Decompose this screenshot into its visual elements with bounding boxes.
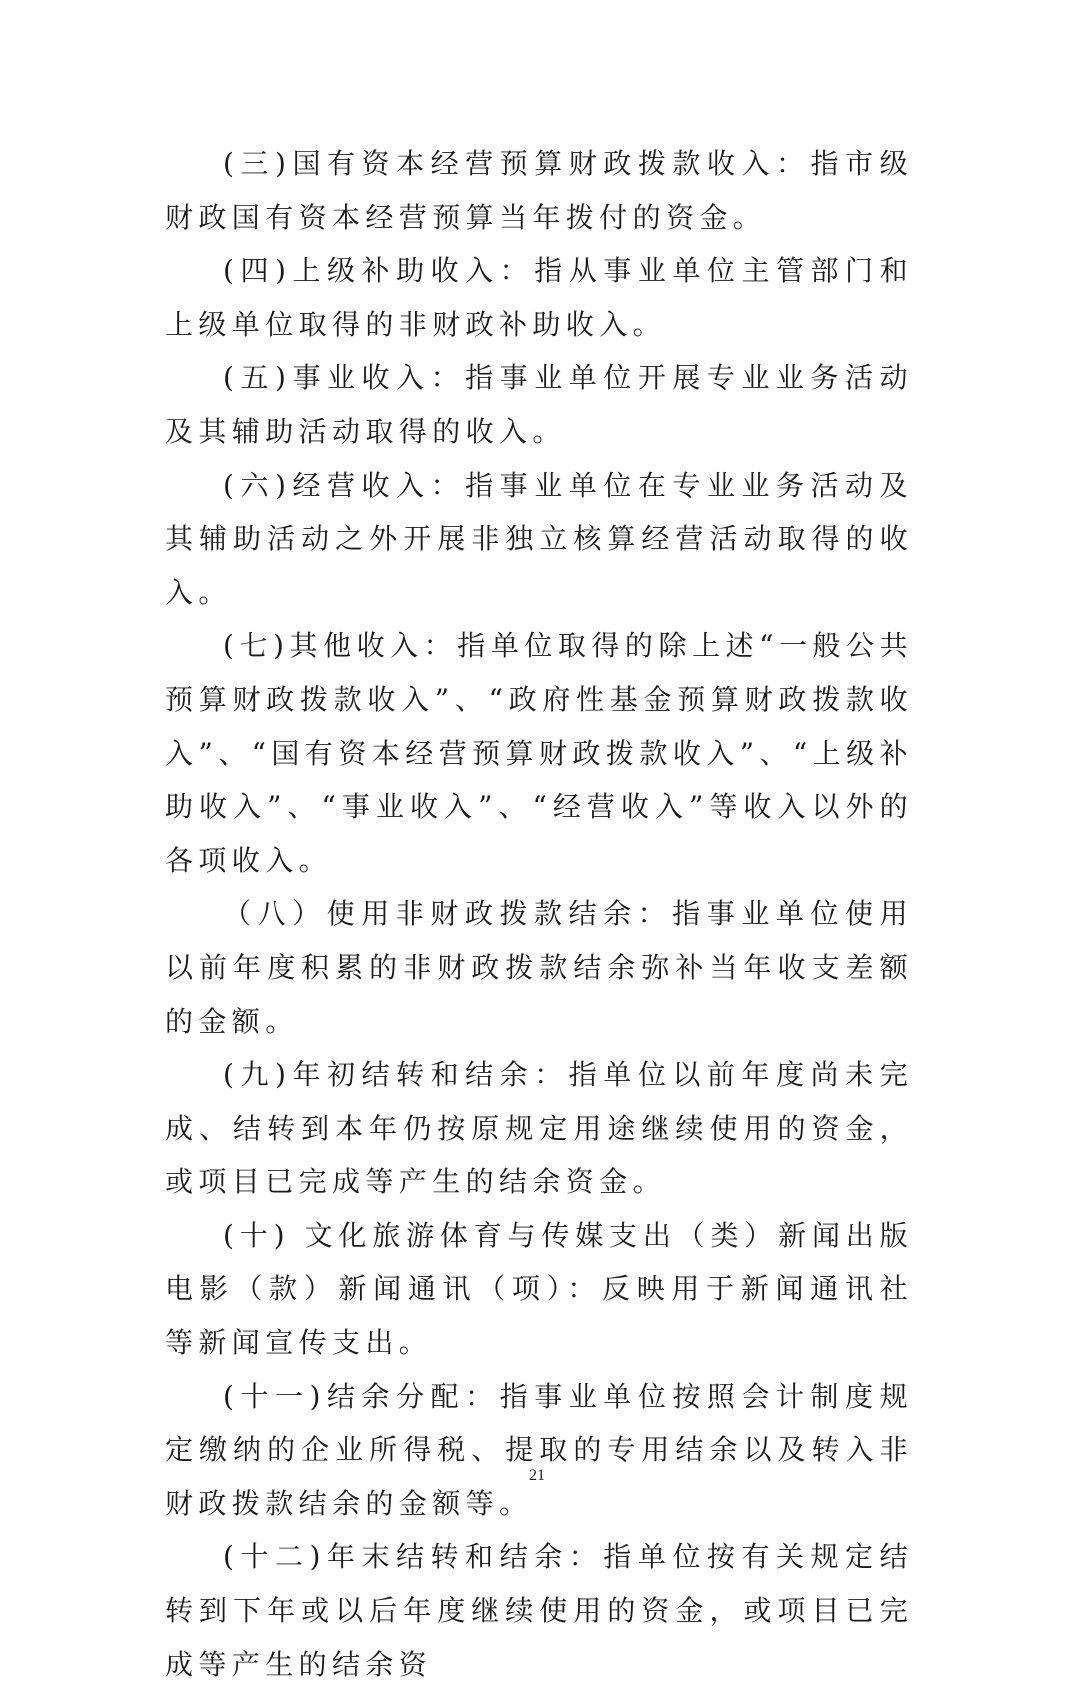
paragraph-text: (四)上级补助收入：指从事业单位主管部门和上级单位取得的非财政补助收入。 — [165, 254, 913, 341]
paragraph-8-non-fiscal-surplus-use — [165, 887, 913, 1048]
paragraph-11-surplus-distribution — [165, 1370, 913, 1531]
paragraph-3-state-capital-income — [165, 137, 913, 244]
paragraph-text: （八）使用非财政拨款结余：指事业单位使用以前年度积累的非财政拨款结余弥补当年收支差额的金额。 — [165, 897, 913, 1038]
paragraph-text: (九)年初结转和结余：指单位以前年度尚未完成、结转到本年仍按原规定用途继续使用的资金，或项目已完成等产生的结余资金。 — [165, 1058, 913, 1199]
paragraph-4-superior-subsidy-income — [165, 244, 913, 351]
paragraph-7-other-income — [165, 619, 913, 887]
paragraph-10-news-expenditure — [165, 1209, 913, 1370]
paragraph-6-operating-income — [165, 459, 913, 620]
paragraph-5-business-income — [165, 351, 913, 458]
paragraph-text: (十) 文化旅游体育与传媒支出（类）新闻出版电影（款）新闻通讯（项）：反映用于新闻通讯社等新闻宣传支出。 — [165, 1218, 913, 1360]
paragraph-text: (七)其他收入：指单位取得的除上述“一般公共预算财政拨款收入”、“政府性基金预算财政拨款收入”、“国有资本经营预算财政拨款收入”、“上级补助收入”、“事业收入”、“经营收入”等收入以外的各项收入。 — [165, 629, 913, 877]
paragraph-text: (五)事业收入：指事业单位开展专业业务活动及其辅助活动取得的收入。 — [165, 361, 913, 448]
page-number: 21 — [529, 1467, 545, 1484]
paragraph-12-year-end-carryover — [165, 1530, 913, 1691]
paragraph-text: (十二)年末结转和结余：指单位按有关规定结转到下年或以后年度继续使用的资金，或项目已完成等产生的结余资 — [165, 1540, 913, 1681]
paragraph-text: (六)经营收入：指事业单位在专业业务活动及其辅助活动之外开展非独立核算经营活动取得的收入。 — [165, 468, 913, 609]
body-text — [165, 137, 913, 1691]
paragraph-text: (三)国有资本经营预算财政拨款收入：指市级财政国有资本经营预算当年拨付的资金。 — [165, 147, 913, 234]
paragraph-9-beginning-carryover — [165, 1048, 913, 1209]
paragraph-text: (十一)结余分配：指事业单位按照会计制度规定缴纳的企业所得税、提取的专用结余以及转入非财政拨款结余的金额等。 — [165, 1379, 913, 1520]
